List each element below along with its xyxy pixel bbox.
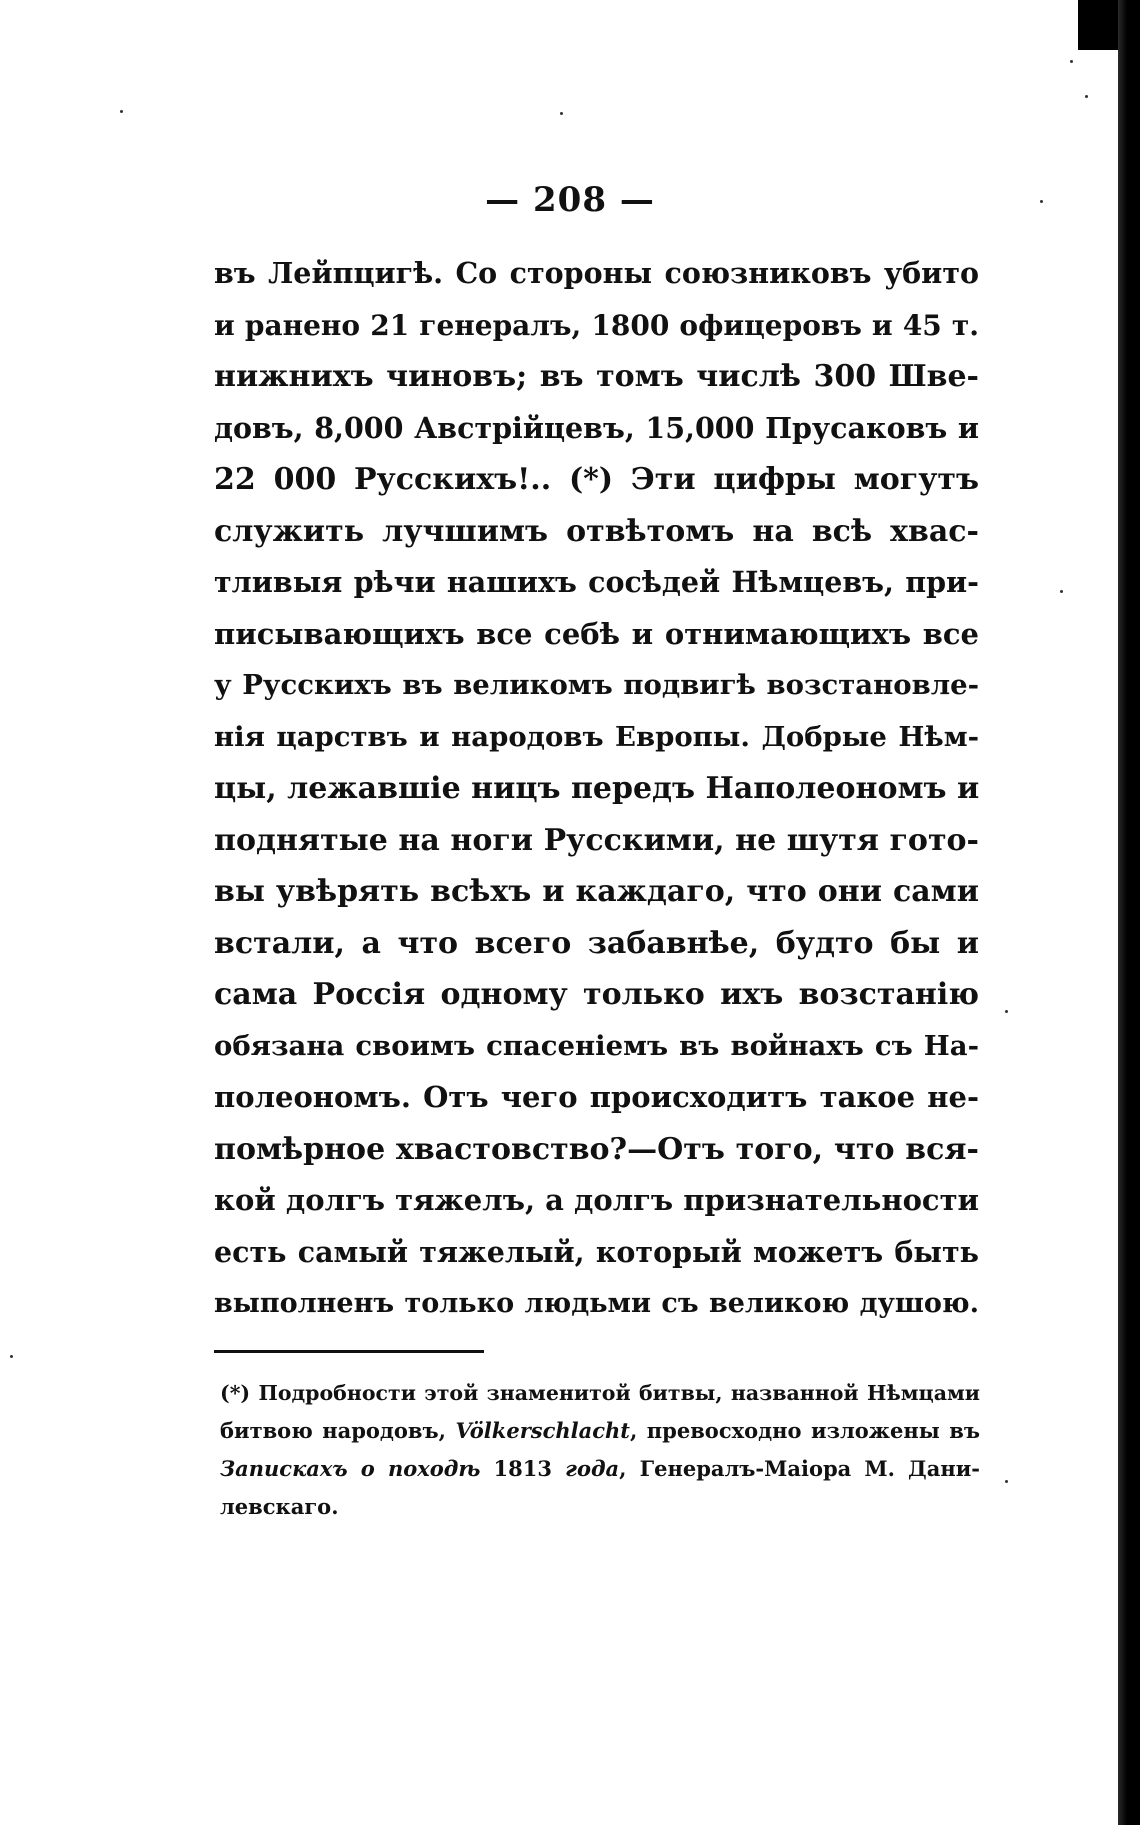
text-line: у Русскихъ въ великомъ подвигѣ возстановле- [214, 669, 979, 701]
text-line: помѣрное хвастовство?—Отъ того, что вся- [214, 1131, 979, 1167]
speck [1005, 1010, 1008, 1013]
speck [1005, 1480, 1008, 1483]
footnote-italic-text: Völkerschlacht [455, 1418, 630, 1443]
speck [1070, 60, 1073, 63]
text-line: кой долгъ тяжелъ, а долгъ признательности [214, 1183, 980, 1217]
speck [120, 110, 123, 113]
text-line: полеономъ. Отъ чего происходитъ такое не- [214, 1080, 979, 1114]
footnote-italic-text: Запискахъ о походѣ [220, 1456, 481, 1481]
text-line: выполненъ только людьми съ великою душою. [214, 1288, 979, 1319]
footnote-text: , превосходно изложены въ [629, 1418, 980, 1443]
page-edge-shadow [1118, 0, 1140, 1825]
footnote-divider [214, 1350, 484, 1353]
footnote-text: , Генералъ-Маіора М. Дани- [619, 1456, 980, 1481]
text-line: вы увѣрять всѣхъ и каждаго, что они сами [214, 874, 979, 909]
speck [560, 112, 563, 115]
footnote-line [220, 1450, 980, 1488]
footnote-text: 1813 [480, 1456, 566, 1481]
footnote-text: битвою народовъ, [220, 1418, 456, 1443]
footnote-line [220, 1412, 980, 1450]
text-line: обязана своимъ спасеніемъ въ войнахъ съ На- [214, 1029, 979, 1062]
text-line: служить лучшимъ отвѣтомъ на всѣ хвас- [214, 513, 979, 549]
text-line: и ранено 21 генералъ, 1800 офицеровъ и 45 т. [214, 308, 979, 342]
speck [1085, 95, 1088, 98]
text-line: 22 000 Русскихъ!.. (*) Эти цифры могутъ [214, 462, 979, 497]
text-line: тливыя рѣчи нашихъ сосѣдей Нѣмцевъ, при- [214, 565, 979, 599]
speck [1060, 590, 1063, 593]
speck [10, 1355, 13, 1358]
text-line: писывающихъ все себѣ и отнимающихъ все [214, 616, 979, 651]
page-number: — 208 — [485, 180, 655, 220]
text-line: поднятые на ноги Русскими, не шутя гото- [214, 822, 979, 858]
text-line: въ Лейпцигѣ. Со стороны союзниковъ убито [214, 256, 979, 290]
text-line: есть самый тяжелый, который можетъ быть [214, 1234, 979, 1269]
page-edge-shadow-top [1078, 0, 1118, 50]
footnote-line: (*) Подробности этой знаменитой битвы, названной Нѣмцами [220, 1381, 980, 1405]
text-line: встали, а что всего забавнѣе, будто бы и [214, 925, 979, 961]
footnote-italic-text: года [565, 1456, 620, 1481]
text-line: довъ, 8,000 Австрійцевъ, 15,000 Прусаковъ и [214, 410, 979, 445]
footnote-line: левскаго. [220, 1494, 339, 1519]
text-line: нижнихъ чиновъ; въ томъ числѣ 300 Шве- [214, 359, 979, 394]
main-text [214, 248, 979, 1330]
text-line: нія царствъ и народовъ Европы. Добрые Нѣм- [214, 720, 979, 753]
footnote [220, 1374, 980, 1526]
text-line: цы, лежавшіе ницъ передъ Наполеономъ и [214, 771, 980, 806]
text-line: сама Россія одному только ихъ возстанію [214, 977, 979, 1012]
